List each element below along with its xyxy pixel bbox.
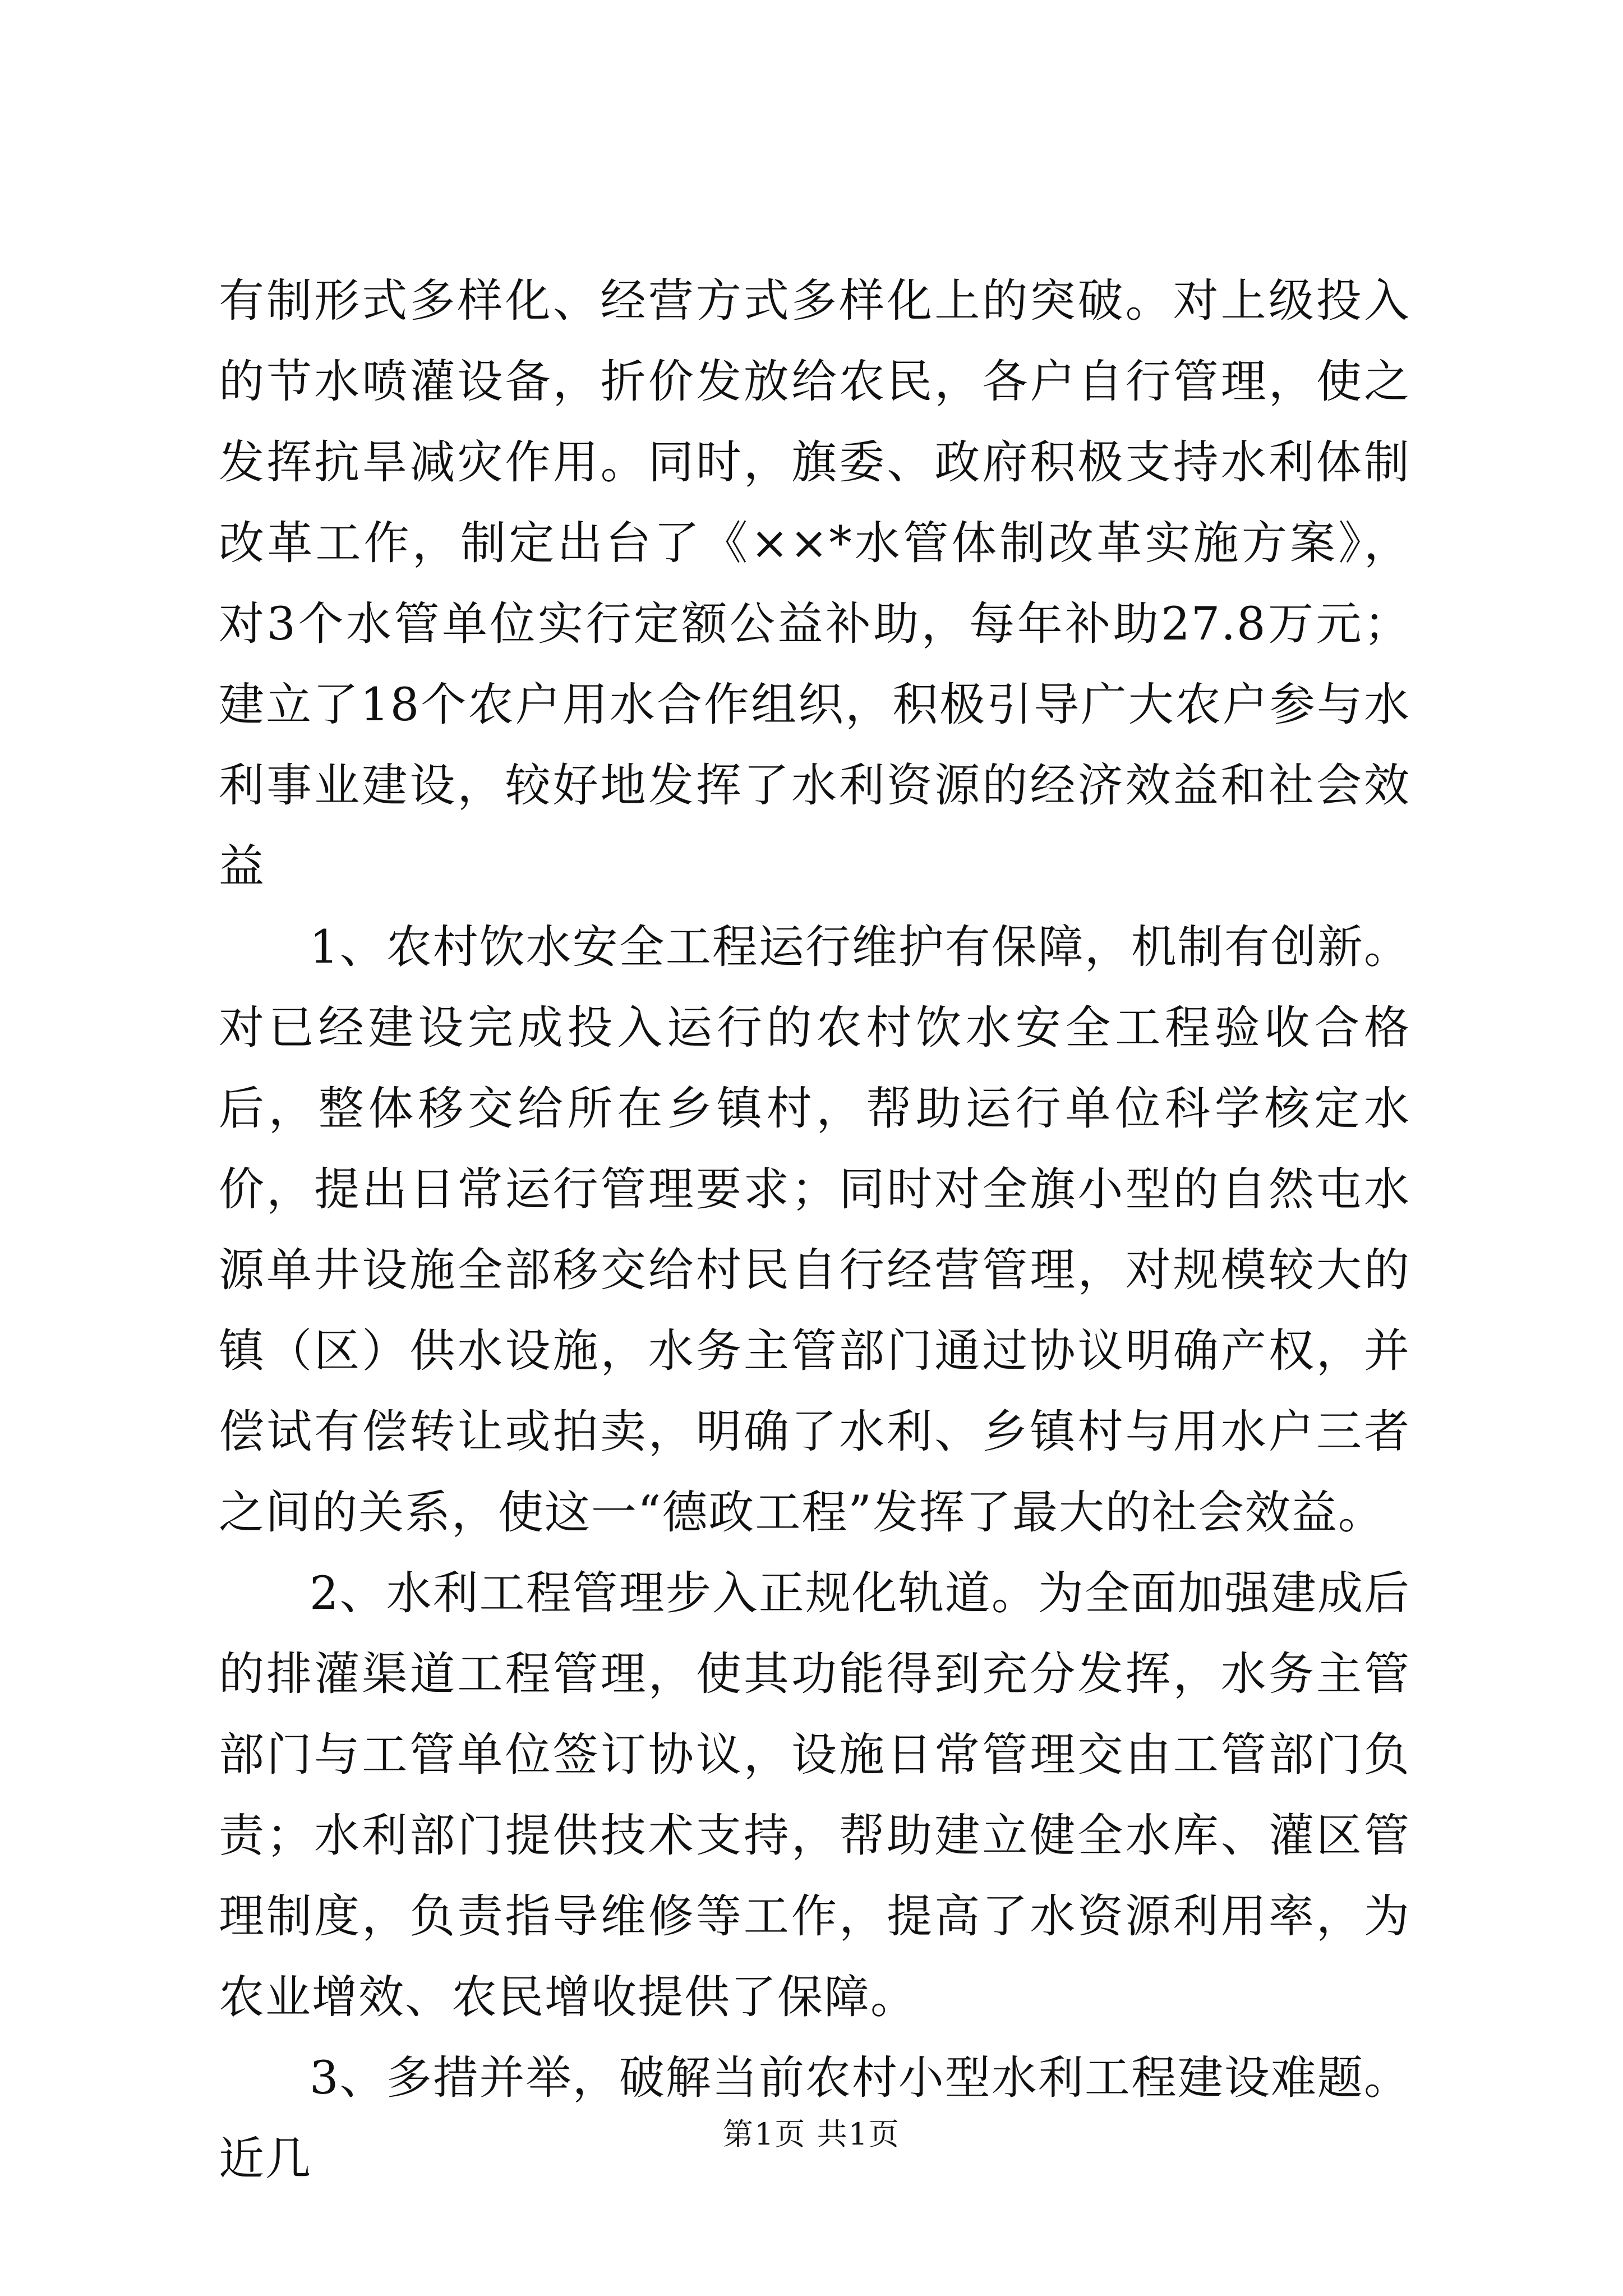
body-text — [219, 261, 1410, 2200]
paragraph-item-3: 3、多措并举，破解当前农村小型水利工程建设难题。近几 — [219, 2052, 1410, 2185]
paragraph-item-1: 1、农村饮水安全工程运行维护有保障，机制有创新。对已经建设完成投入运行的农村饮水安全工程验收合格后，整体移交给所在乡镇村，帮助运行单位科学核定水价，提出日常运行管理要求；同时对全旗小型的自然屯水源单井设施全部移交给村民自行经营管理，对规模较大的镇（区）供水设施，水务主管部门通过协议明确产权，并偿试有偿转让或拍卖，明确了水利、乡镇村与用水户三者之间的关系，使这一“德政工程”发挥了最大的社会效益。 — [219, 921, 1410, 1539]
paragraph-item-2: 2、水利工程管理步入正规化轨道。为全面加强建成后的排灌渠道工程管理，使其功能得到充分发挥，水务主管部门与工管单位签订协议，设施日常管理交由工管部门负责；水利部门提供技术支持，帮助建立健全水库、灌区管理制度，负责指导维修等工作，提高了水资源利用率，为农业增效、农民增收提供了保障。 — [219, 1567, 1410, 2024]
page-footer: 第1页 共1页 — [723, 2116, 900, 2152]
paragraph-continuation: 有制形式多样化、经营方式多样化上的突破。对上级投入的节水喷灌设备，折价发放给农民，各户自行管理，使之发挥抗旱减灾作用。同时，旗委、政府积极支持水利体制改革工作，制定出台了《××*水管体制改革实施方案》，对3个水管单位实行定额公益补助，每年补助27.8万元；建立了18个农户用水合作组织，积极引导广大农户参与水利事业建设，较好地发挥了水利资源的经济效益和社会效益 — [219, 275, 1410, 893]
